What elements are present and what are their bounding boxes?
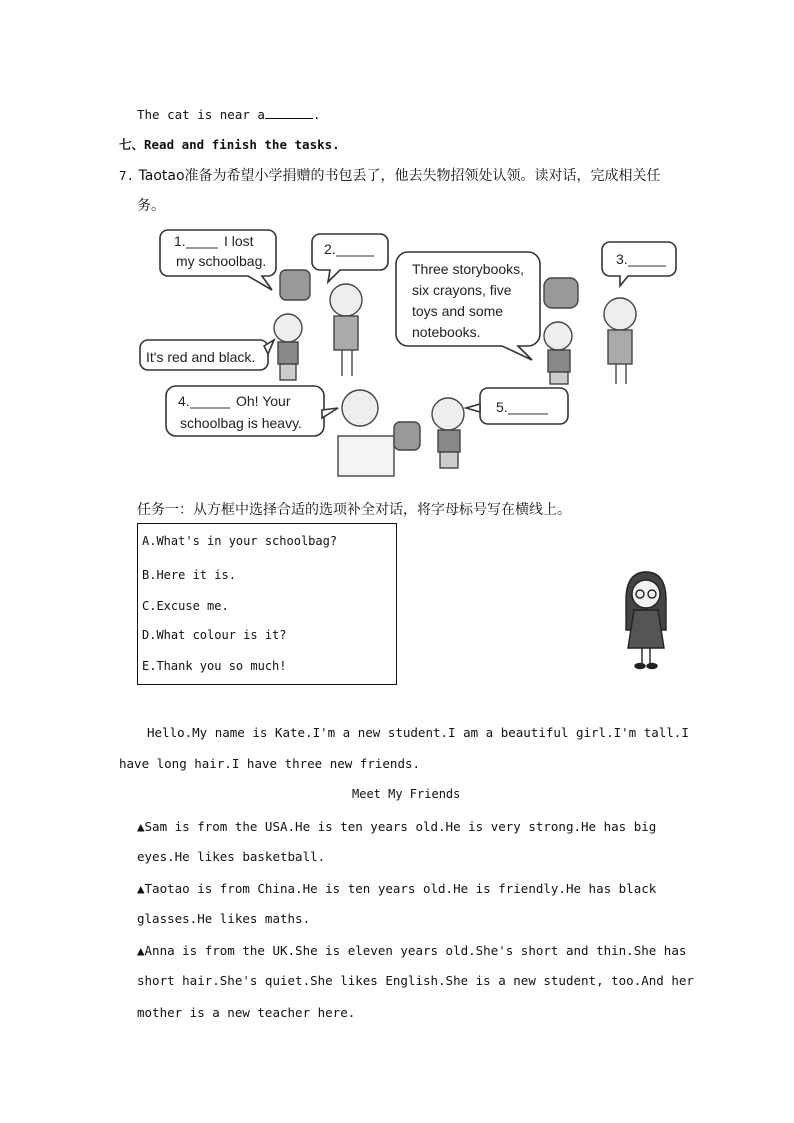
speech-bubble-3 bbox=[602, 242, 676, 286]
svg-text:my schoolbag.: my schoolbag. bbox=[176, 253, 267, 269]
anna-line-1: ▲Anna is from the UK.She is eleven years old.She's short and thin.She has bbox=[137, 943, 687, 958]
svg-text:I lost: I lost bbox=[224, 233, 254, 249]
passage-intro-1: Hello.My name is Kate.I'm a new student.I am a beautiful girl.I'm tall.I bbox=[147, 725, 689, 740]
option-e: E.Thank you so much! bbox=[142, 659, 287, 673]
comic-illustration bbox=[138, 224, 680, 486]
option-b: B.Here it is. bbox=[142, 568, 236, 582]
answer-blank[interactable] bbox=[265, 106, 313, 119]
svg-text:schoolbag is heavy.: schoolbag is heavy. bbox=[180, 415, 302, 431]
top-line-text: The cat is near a bbox=[137, 107, 265, 122]
sam-line-1: ▲Sam is from the USA.He is ten years old.He is very strong.He has big bbox=[137, 819, 657, 834]
section-heading: 七、Read and finish the tasks. bbox=[119, 137, 340, 152]
options-box bbox=[137, 523, 397, 685]
girl-illustration bbox=[618, 570, 672, 670]
speech-bubble-5 bbox=[480, 388, 568, 424]
question-number: 7. bbox=[119, 168, 135, 183]
svg-text:six crayons, five: six crayons, five bbox=[412, 282, 512, 298]
svg-text:5.: 5. bbox=[496, 399, 508, 415]
top-line: The cat is near a . bbox=[137, 107, 321, 122]
option-a: A.What's in your schoolbag? bbox=[142, 534, 338, 548]
taotao-line-1: ▲Taotao is from China.He is ten years old.He is friendly.He has black bbox=[137, 881, 657, 896]
svg-text:toys and some: toys and some bbox=[412, 303, 504, 319]
question-line-1 bbox=[119, 165, 661, 185]
svg-text:notebooks.: notebooks. bbox=[412, 324, 481, 340]
option-d: D.What colour is it? bbox=[142, 628, 287, 642]
taotao-line-2: glasses.He likes maths. bbox=[137, 911, 311, 926]
svg-text:1.: 1. bbox=[174, 233, 186, 249]
svg-text:2.: 2. bbox=[324, 241, 336, 257]
svg-text:4.: 4. bbox=[178, 393, 190, 409]
task1-instruction: 任务一：从方框中选择合适的选项补全对话，将字母标号写在横线上。 bbox=[137, 502, 571, 518]
question-text-1: Taotao准备为希望小学捐赠的书包丢了，他去失物招领处认领。读对话，完成相关任 bbox=[138, 168, 661, 184]
anna-line-3: mother is a new teacher here. bbox=[137, 1005, 356, 1020]
svg-text:It's red and black.: It's red and black. bbox=[146, 349, 256, 365]
passage-title: Meet My Friends bbox=[352, 787, 461, 801]
question-line-2: 务。 bbox=[137, 198, 165, 214]
passage-intro-2: have long hair.I have three new friends. bbox=[119, 756, 421, 771]
svg-text:Oh! Your: Oh! Your bbox=[236, 393, 291, 409]
sam-line-2: eyes.He likes basketball. bbox=[137, 849, 326, 864]
svg-text:3.: 3. bbox=[616, 251, 628, 267]
svg-text:Three storybooks,: Three storybooks, bbox=[412, 261, 525, 277]
anna-line-2: short hair.She's quiet.She likes English.She is a new student, too.And her bbox=[137, 973, 694, 988]
option-c: C.Excuse me. bbox=[142, 599, 229, 613]
